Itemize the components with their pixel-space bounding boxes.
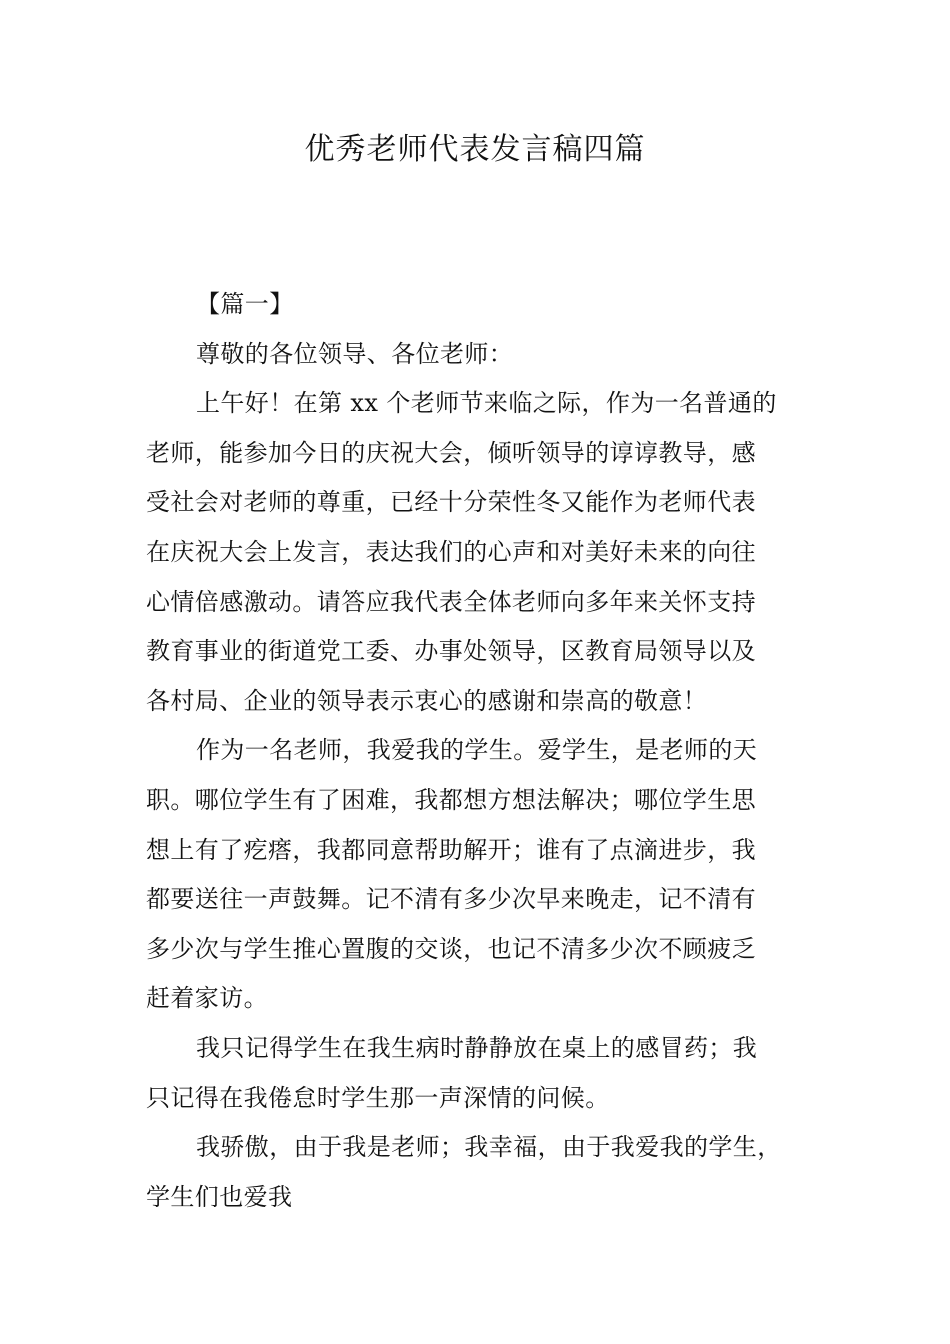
text-line: 教育事业的街道党工委、办事处领导，区教育局领导以及 <box>146 637 756 666</box>
text-line: 学生们也爱我 <box>146 1182 293 1211</box>
text-line: 【篇一】 <box>196 290 294 318</box>
text-line: 上午好！在第 xx 个老师节来临之际，作为一名普通的 <box>196 389 777 418</box>
text-line: 老师，能参加今日的庆祝大会，倾听领导的谆谆教导，感 <box>146 438 756 467</box>
document-body <box>146 280 816 1222</box>
text-line: 都要送往一声鼓舞。记不清有多少次早来晚走，记不清有 <box>146 885 756 914</box>
text-line: 在庆祝大会上发言，表达我们的心声和对美好未来的向往 <box>146 537 756 566</box>
text-line: 我骄傲，由于我是老师；我幸福，由于我爱我的学生， <box>196 1133 782 1162</box>
text-line: 作为一名老师，我爱我的学生。爱学生，是老师的天 <box>196 736 758 765</box>
text-line: 各村局、企业的领导表示衷心的感谢和崇高的敬意！ <box>146 686 708 715</box>
text-line: 我只记得学生在我生病时静静放在桌上的感冒药；我 <box>196 1033 758 1062</box>
text-line: 受社会对老师的尊重，已经十分荣性冬又能作为老师代表 <box>146 488 756 517</box>
text-line: 尊敬的各位领导、各位老师： <box>196 339 514 368</box>
document-title: 优秀老师代表发言稿四篇 <box>304 132 646 167</box>
text-line: 职。哪位学生有了困难，我都想方想法解决；哪位学生思 <box>146 785 756 814</box>
text-line: 赶着家访。 <box>146 984 268 1013</box>
text-line: 只记得在我倦怠时学生那一声深情的问候。 <box>146 1083 610 1112</box>
text-line: 心情倍感激动。请答应我代表全体老师向多年来关怀支持 <box>146 587 756 616</box>
text-line: 多少次与学生推心置腹的交谈，也记不清多少次不顾疲乏 <box>146 934 756 963</box>
text-line: 想上有了疙瘩，我都同意帮助解开；谁有了点滴进步，我 <box>146 835 756 864</box>
